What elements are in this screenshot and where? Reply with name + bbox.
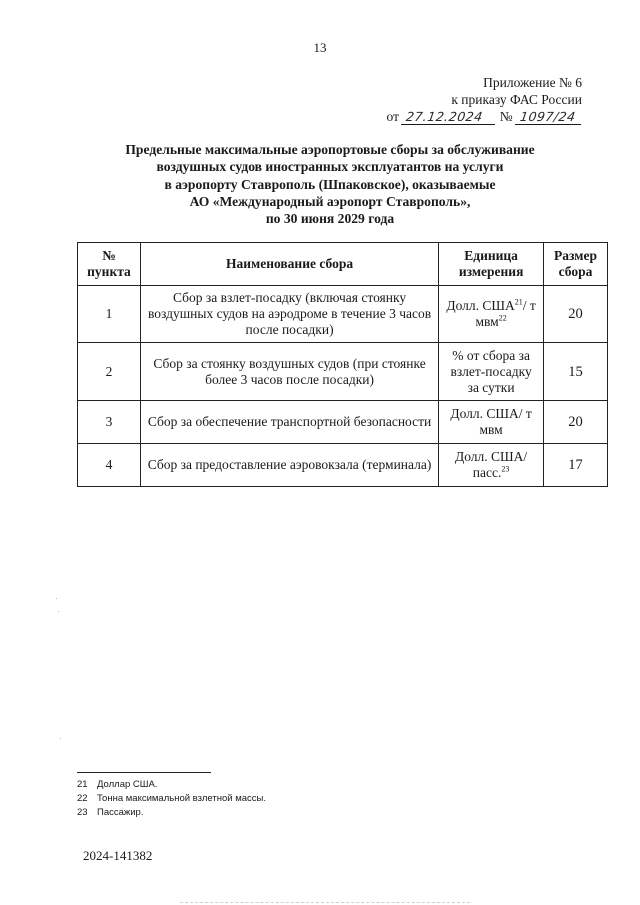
table-row [78, 286, 608, 343]
row-size: 20 [544, 401, 608, 444]
footnote-number: 22 [77, 793, 88, 804]
row-name: Сбор за обеспечение транспортной безопасности [140, 401, 438, 444]
appendix-order-ref: к приказу ФАС России [451, 92, 582, 107]
header-size: Размер сбора [544, 243, 608, 286]
order-date-number [387, 108, 583, 125]
footnote-number: 23 [77, 807, 88, 818]
footnote-text: Пассажир. [97, 807, 144, 818]
title-line-2: воздушных судов иностранных эксплуатантов на услуги [156, 159, 504, 175]
row-name: Сбор за стоянку воздушных судов (при стоянке более 3 часов после посадки) [140, 343, 438, 401]
document-title [60, 141, 600, 227]
date-prefix: от [386, 109, 399, 124]
document-code: 2024-141382 [83, 848, 153, 863]
handwritten-order-number: 1097/24 [515, 110, 583, 125]
scan-speck [60, 738, 61, 739]
header-unit: Единица измерения [439, 243, 544, 286]
number-prefix: № [499, 109, 513, 124]
row-name: Сбор за предоставление аэровокзала (терминала) [140, 444, 438, 487]
row-no: 1 [78, 286, 141, 343]
title-line-4: АО «Международный аэропорт Ставрополь», [189, 193, 471, 209]
handwritten-date: 27.12.2024 [401, 110, 497, 125]
row-size: 17 [544, 444, 608, 487]
footnote-number: 21 [77, 779, 88, 790]
row-no: 2 [78, 343, 141, 401]
table-row [78, 401, 608, 444]
row-name: Сбор за взлет-посадку (включая стоянку воздушных судов на аэродроме в течение 3 часов после посадки) [140, 286, 438, 343]
header-no: № пункта [78, 243, 141, 286]
row-unit: % от сбора за взлет-посадку за сутки [439, 343, 544, 401]
row-size: 15 [544, 343, 608, 401]
row-unit: Долл. США/ т мвм [439, 401, 544, 444]
page-number: 13 [313, 40, 327, 55]
footnote-item [77, 792, 266, 806]
footnote-item [77, 806, 266, 820]
fees-table [77, 242, 608, 487]
footnote-ref-22: 22 [498, 313, 507, 323]
scan-speck [56, 598, 57, 599]
footnote-item [77, 778, 266, 792]
row-unit [439, 444, 544, 487]
appendix-header [387, 74, 583, 125]
appendix-label: Приложение № 6 [483, 75, 582, 90]
row-no: 3 [78, 401, 141, 444]
footnote-text: Тонна максимальной взлетной массы. [97, 793, 266, 804]
footnotes [77, 778, 266, 820]
table-row [78, 444, 608, 487]
unit-currency: Долл. США [446, 298, 515, 313]
unit-passenger: Долл. США/ пасс. [455, 449, 528, 480]
scan-speck [58, 611, 59, 612]
title-line-1: Предельные максимальные аэропортовые сборы за обслуживание [125, 142, 535, 157]
title-line-5: по 30 июня 2029 года [265, 211, 395, 227]
footnote-divider [77, 772, 211, 773]
footnote-ref-23: 23 [501, 464, 510, 474]
table-row [78, 343, 608, 401]
title-line-3: в аэропорту Ставрополь (Шпаковское), оказываемые [164, 176, 496, 192]
footnote-text: Доллар США. [97, 779, 158, 790]
header-name: Наименование сбора [140, 243, 438, 286]
footnote-ref-21: 21 [514, 297, 523, 307]
row-size: 20 [544, 286, 608, 343]
scan-edge-marks [180, 902, 470, 903]
table-header-row [78, 243, 608, 286]
row-no: 4 [78, 444, 141, 487]
unit-mass: / т мвм [475, 298, 536, 329]
row-unit [439, 286, 544, 343]
